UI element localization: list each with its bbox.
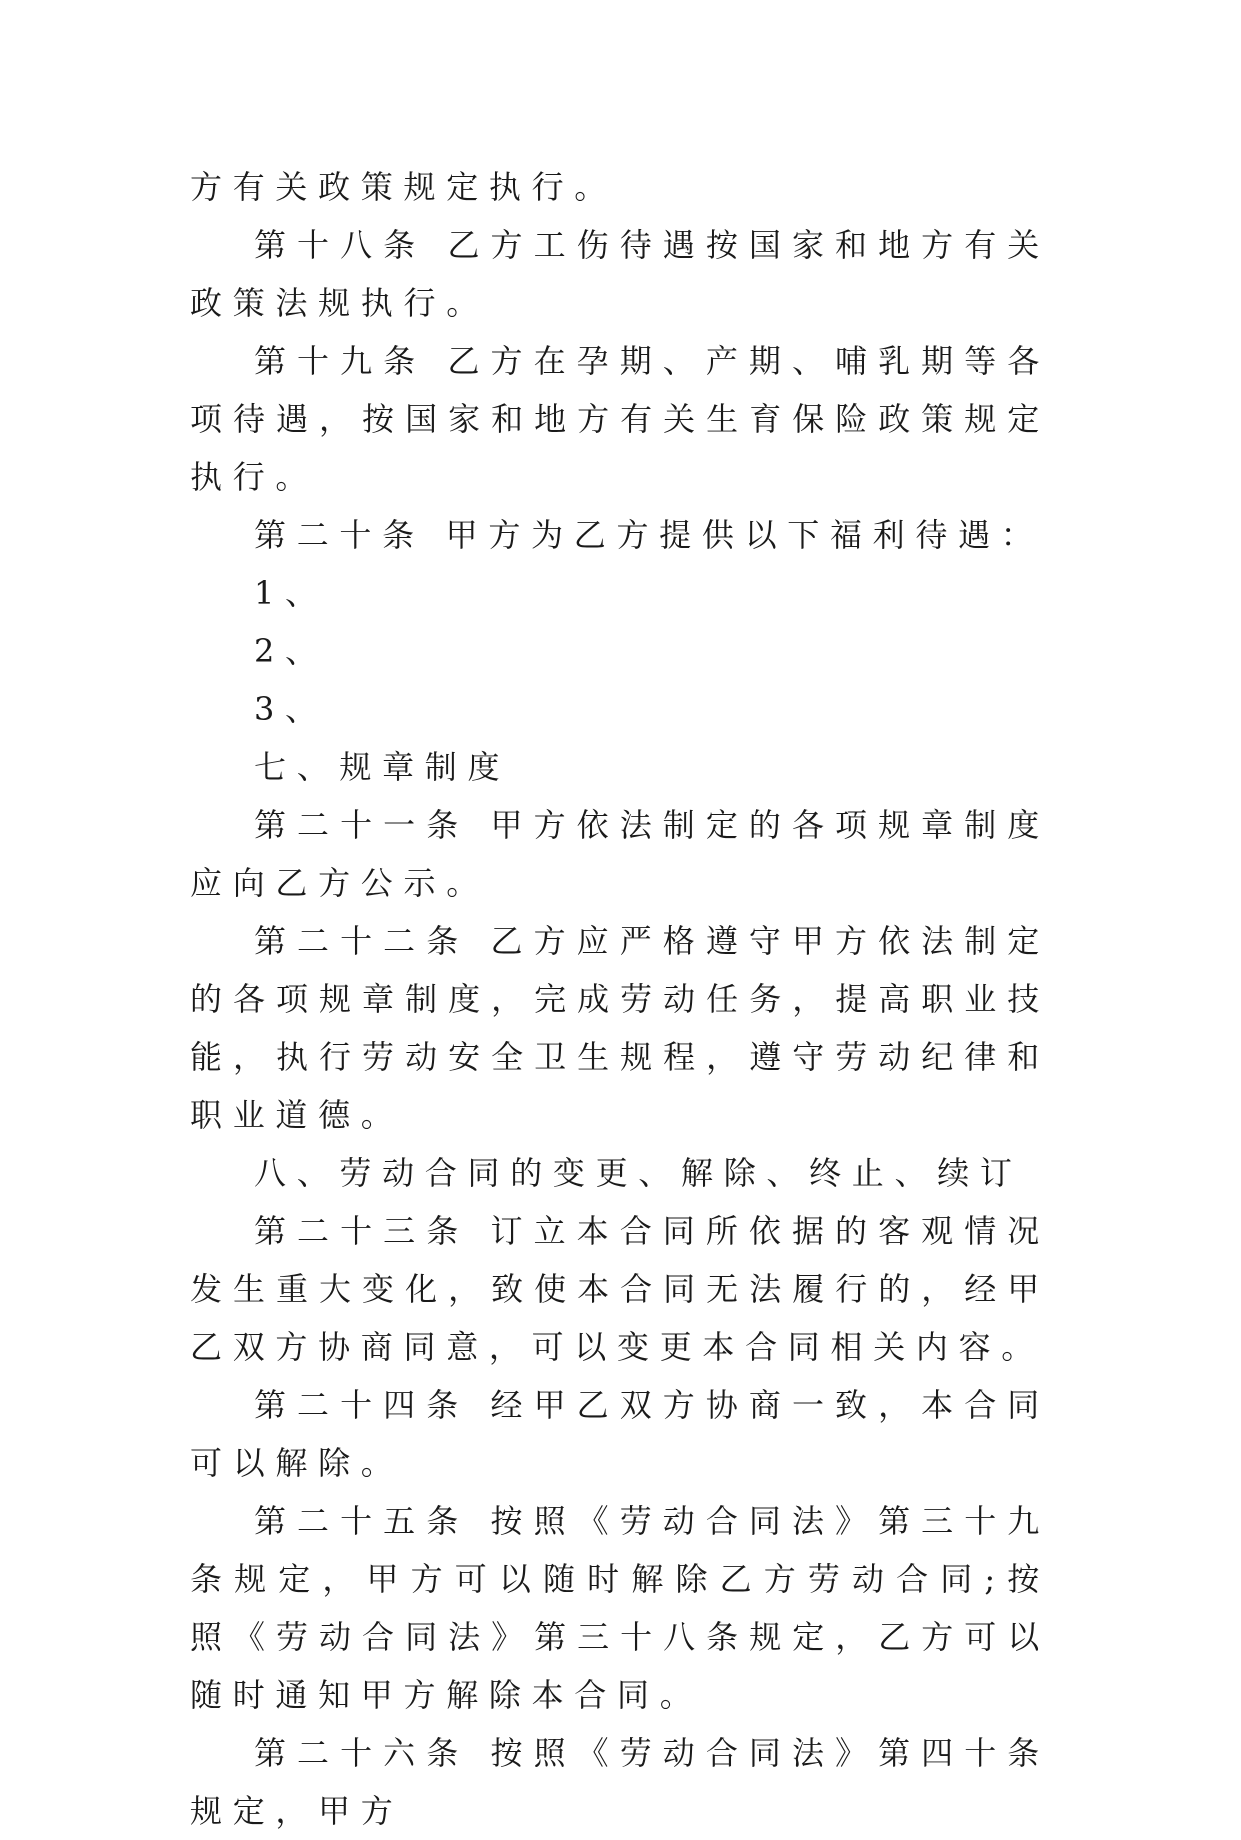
list-item-3: 3、 (254, 690, 328, 728)
paragraph-continuation: 方有关政策规定执行。 (190, 168, 618, 206)
article-24: 第二十四条 经甲乙双方协商一致，本合同可以解除。 (190, 1386, 1050, 1482)
article-26: 第二十六条 按照《劳动合同法》第四十条规定，甲方 (190, 1734, 1050, 1830)
article-21: 第二十一条 甲方依法制定的各项规章制度应向乙方公示。 (190, 806, 1050, 902)
article-19: 第十九条 乙方在孕期、产期、哺乳期等各项待遇，按国家和地方有关生育保险政策规定执行。 (190, 342, 1050, 496)
list-item-2: 2、 (254, 632, 328, 670)
section-heading-8: 八、劳动合同的变更、解除、终止、续订 (254, 1154, 1023, 1192)
section-heading-7: 七、规章制度 (254, 748, 511, 786)
article-20: 第二十条 甲方为乙方提供以下福利待遇： (254, 516, 1044, 554)
article-25: 第二十五条 按照《劳动合同法》第三十九条规定，甲方可以随时解除乙方劳动合同;按照《劳动合同法》第三十八条规定，乙方可以随时通知甲方解除本合同。 (190, 1502, 1050, 1714)
list-item-1: 1、 (254, 574, 328, 612)
document-body (190, 158, 1050, 1840)
article-22: 第二十二条 乙方应严格遵守甲方依法制定的各项规章制度，完成劳动任务，提高职业技能，执行劳动安全卫生规程，遵守劳动纪律和职业道德。 (190, 922, 1050, 1134)
article-23: 第二十三条 订立本合同所依据的客观情况发生重大变化，致使本合同无法履行的，经甲乙双方协商同意，可以变更本合同相关内容。 (190, 1212, 1050, 1366)
article-18: 第十八条 乙方工伤待遇按国家和地方有关政策法规执行。 (190, 226, 1050, 322)
